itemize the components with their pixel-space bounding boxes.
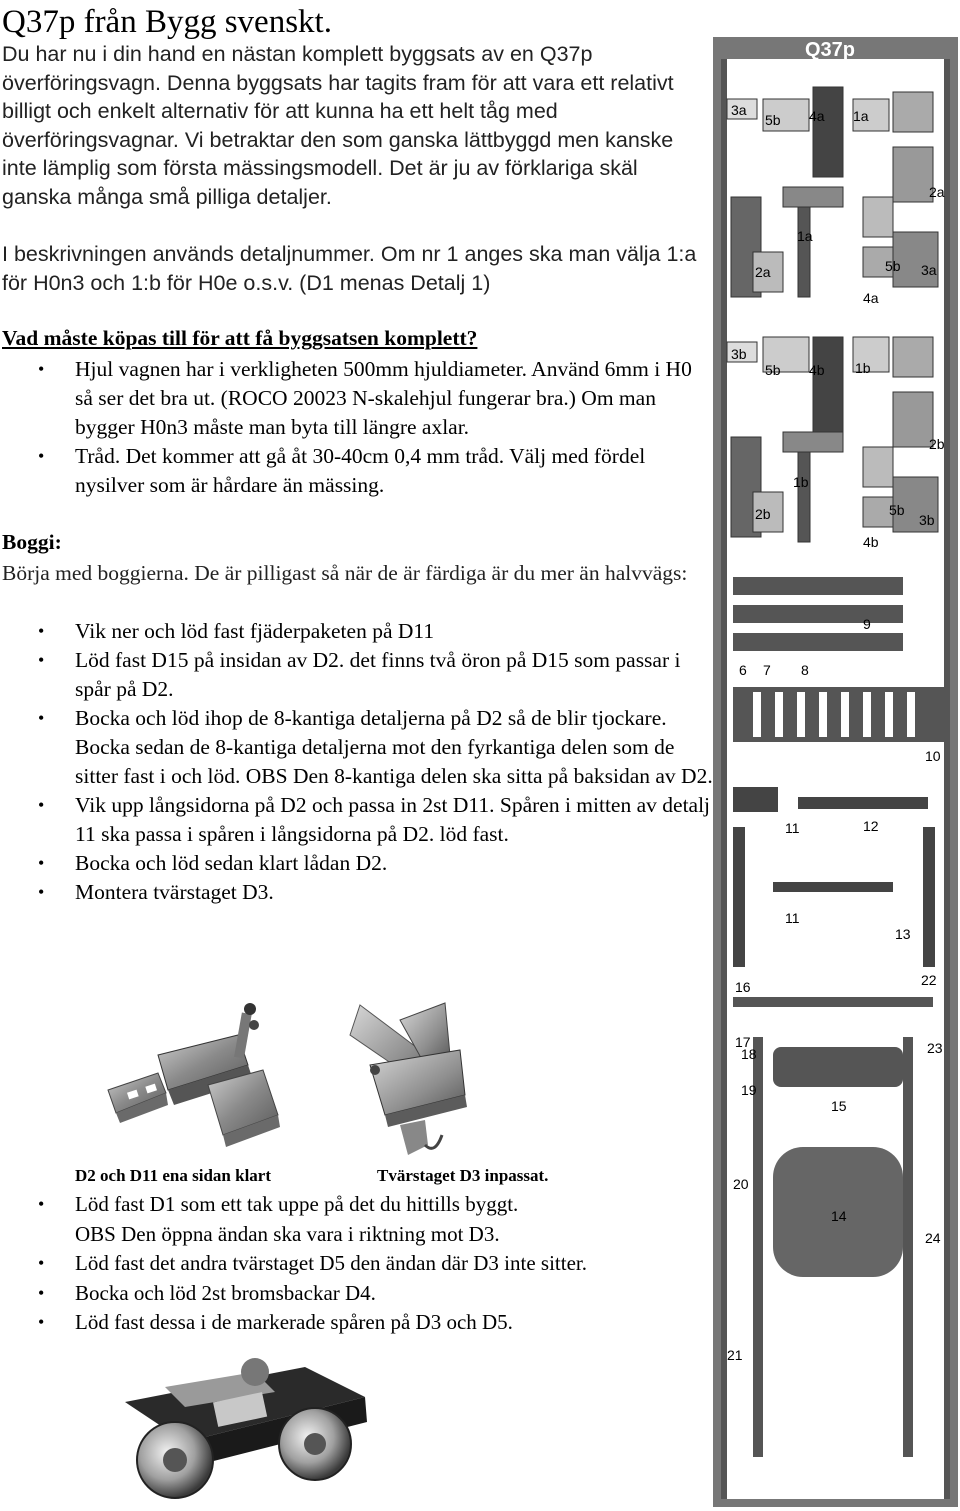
svg-text:3b: 3b: [731, 346, 747, 362]
svg-text:8: 8: [801, 662, 809, 678]
detail-number-note: I beskrivningen används detaljnummer. Om nr 1 anges ska man välja 1:a för H0n3 och 1:b för H0e o.s.v. (D1 menas Detalj 1): [2, 242, 697, 295]
purchase-list: [0, 355, 700, 500]
svg-text:16: 16: [735, 979, 751, 995]
bullet-icon: •: [38, 1194, 45, 1214]
bogie-steps-list-continued: [0, 1190, 720, 1338]
svg-text:23: 23: [927, 1040, 943, 1056]
svg-text:9: 9: [863, 616, 871, 632]
list-item: • Löd fast D15 på insidan av D2. det finns två öron på D15 som passar i spår på D2.: [38, 648, 681, 701]
bullet-icon: •: [38, 1282, 45, 1303]
sheet-title: Q37p: [804, 39, 856, 61]
svg-text:6: 6: [739, 662, 747, 678]
page-title: Q37p från Bygg svenskt.: [2, 4, 332, 40]
svg-text:19: 19: [741, 1082, 757, 1098]
svg-text:21: 21: [727, 1347, 743, 1363]
svg-text:10: 10: [925, 748, 941, 764]
svg-text:2a: 2a: [929, 184, 945, 200]
bullet-icon: •: [38, 853, 45, 873]
bogie-part-photo-1: [88, 995, 308, 1165]
list-item: • Bocka och löd ihop de 8-kantiga detaljerna på D2 så de blir tjockare. Bocka sedan de 8-kantiga detaljerna mot den fyrkantiga delen som de sitter fast i och löd. OBS Den 8-kantiga delen ska sitta på baksidan av D2.: [38, 706, 713, 788]
svg-text:22: 22: [921, 972, 937, 988]
list-item: • Vik ner och löd fast fjäderpaketen på D11: [0, 617, 720, 646]
svg-text:24: 24: [925, 1230, 941, 1246]
svg-text:11: 11: [785, 910, 800, 926]
etch-sheet-diagram: [713, 37, 958, 1507]
assembled-bogie-photo: [105, 1352, 385, 1507]
svg-text:20: 20: [733, 1176, 749, 1192]
bullet-icon: •: [38, 1312, 45, 1332]
svg-text:18: 18: [741, 1046, 757, 1062]
svg-text:1a: 1a: [853, 108, 869, 124]
svg-text:2b: 2b: [929, 436, 945, 452]
list-item: • Tråd. Det kommer att gå åt 30-40cm 0,4 mm tråd. Välj med fördel nysilver som är hårdare än mässing.: [38, 444, 646, 497]
svg-text:3a: 3a: [731, 102, 747, 118]
bullet-icon: •: [38, 882, 45, 902]
purchase-heading: Vad måste köpas till för att få byggsatsen komplett?: [2, 326, 478, 350]
bullet-icon: •: [38, 1253, 45, 1273]
svg-text:7: 7: [763, 662, 771, 678]
list-item: • Bocka och löd sedan klart lådan D2.: [0, 849, 720, 878]
svg-text:2b: 2b: [755, 506, 771, 522]
bullet-icon: •: [38, 795, 45, 815]
photo-caption-2: Tvärstaget D3 inpassat.: [377, 1166, 549, 1185]
svg-text:14: 14: [831, 1208, 847, 1224]
list-item: • Löd fast dessa i de markerade spåren på D3 och D5.: [0, 1308, 720, 1338]
svg-text:5b: 5b: [765, 362, 781, 378]
bogie-steps-list: [0, 617, 720, 907]
svg-text:11: 11: [785, 820, 800, 836]
svg-text:2a: 2a: [755, 264, 771, 280]
list-item: • Hjul vagnen har i verkligheten 500mm hjuldiameter. Använd 6mm i H0 så ser det bra ut. (ROCO 20023 N-skalehjul fungerar bra.) Om man bygger H0n3 måste man byta till längre axlar.: [38, 357, 692, 439]
svg-text:12: 12: [863, 818, 879, 834]
section-heading-boggi: Boggi:: [2, 530, 62, 554]
list-item: • Montera tvärstaget D3.: [0, 878, 720, 907]
bullet-icon: •: [38, 359, 45, 379]
list-item: • Bocka och löd 2st bromsbackar D4.: [0, 1279, 720, 1309]
svg-text:15: 15: [831, 1098, 847, 1114]
bullet-icon: •: [38, 621, 45, 641]
svg-text:4a: 4a: [863, 290, 879, 306]
bullet-icon: •: [38, 650, 45, 670]
list-item: • Löd fast det andra tvärstaget D5 den ändan där D3 inte sitter.: [0, 1249, 720, 1279]
list-item: • Löd fast D1 som ett tak uppe på det du hittills byggt. OBS Den öppna ändan ska vara i riktning mot D3.: [38, 1192, 519, 1246]
step-note: OBS Den öppna ändan ska vara i riktning mot D3.: [75, 1221, 500, 1246]
intro-paragraph: Du har nu i din hand en nästan komplett byggsats av en Q37p överföringsvagn. Denna byggsats har tagits fram för att vara ett relativt billigt och enkelt alternativ för att kunna ha ett helt tåg med överföringsvagnar. Vi betraktar den som ganska lättbyggd men kanske inte lämplig som första mässingsmodell. Det är ju av förklariga skäl ganska många små pilliga detaljer.: [2, 42, 674, 209]
boggi-intro-paragraph: Börja med boggierna. De är pilligast så när de är färdiga är du mer än halvvägs:: [2, 561, 688, 585]
svg-text:3b: 3b: [919, 512, 935, 528]
svg-text:5b: 5b: [765, 112, 781, 128]
bullet-icon: •: [38, 446, 45, 466]
svg-text:5b: 5b: [889, 502, 905, 518]
svg-text:13: 13: [895, 926, 911, 942]
svg-text:1b: 1b: [793, 474, 809, 490]
photo-caption-1: D2 och D11 ena sidan klart: [75, 1166, 271, 1185]
svg-text:1a: 1a: [797, 228, 813, 244]
bogie-part-photo-2: [330, 995, 490, 1165]
svg-text:3a: 3a: [921, 262, 937, 278]
list-item: • Vik upp långsidorna på D2 och passa in 2st D11. Spåren i mitten av detalj 11 ska passa i spåren i långsidorna på D2. löd fast.: [38, 793, 711, 846]
svg-text:5b: 5b: [885, 258, 901, 274]
svg-text:4b: 4b: [863, 534, 879, 550]
svg-text:4b: 4b: [809, 362, 825, 378]
svg-text:1b: 1b: [855, 360, 871, 376]
bullet-icon: •: [38, 708, 45, 728]
svg-text:17: 17: [735, 1034, 751, 1050]
svg-text:4a: 4a: [809, 108, 825, 124]
